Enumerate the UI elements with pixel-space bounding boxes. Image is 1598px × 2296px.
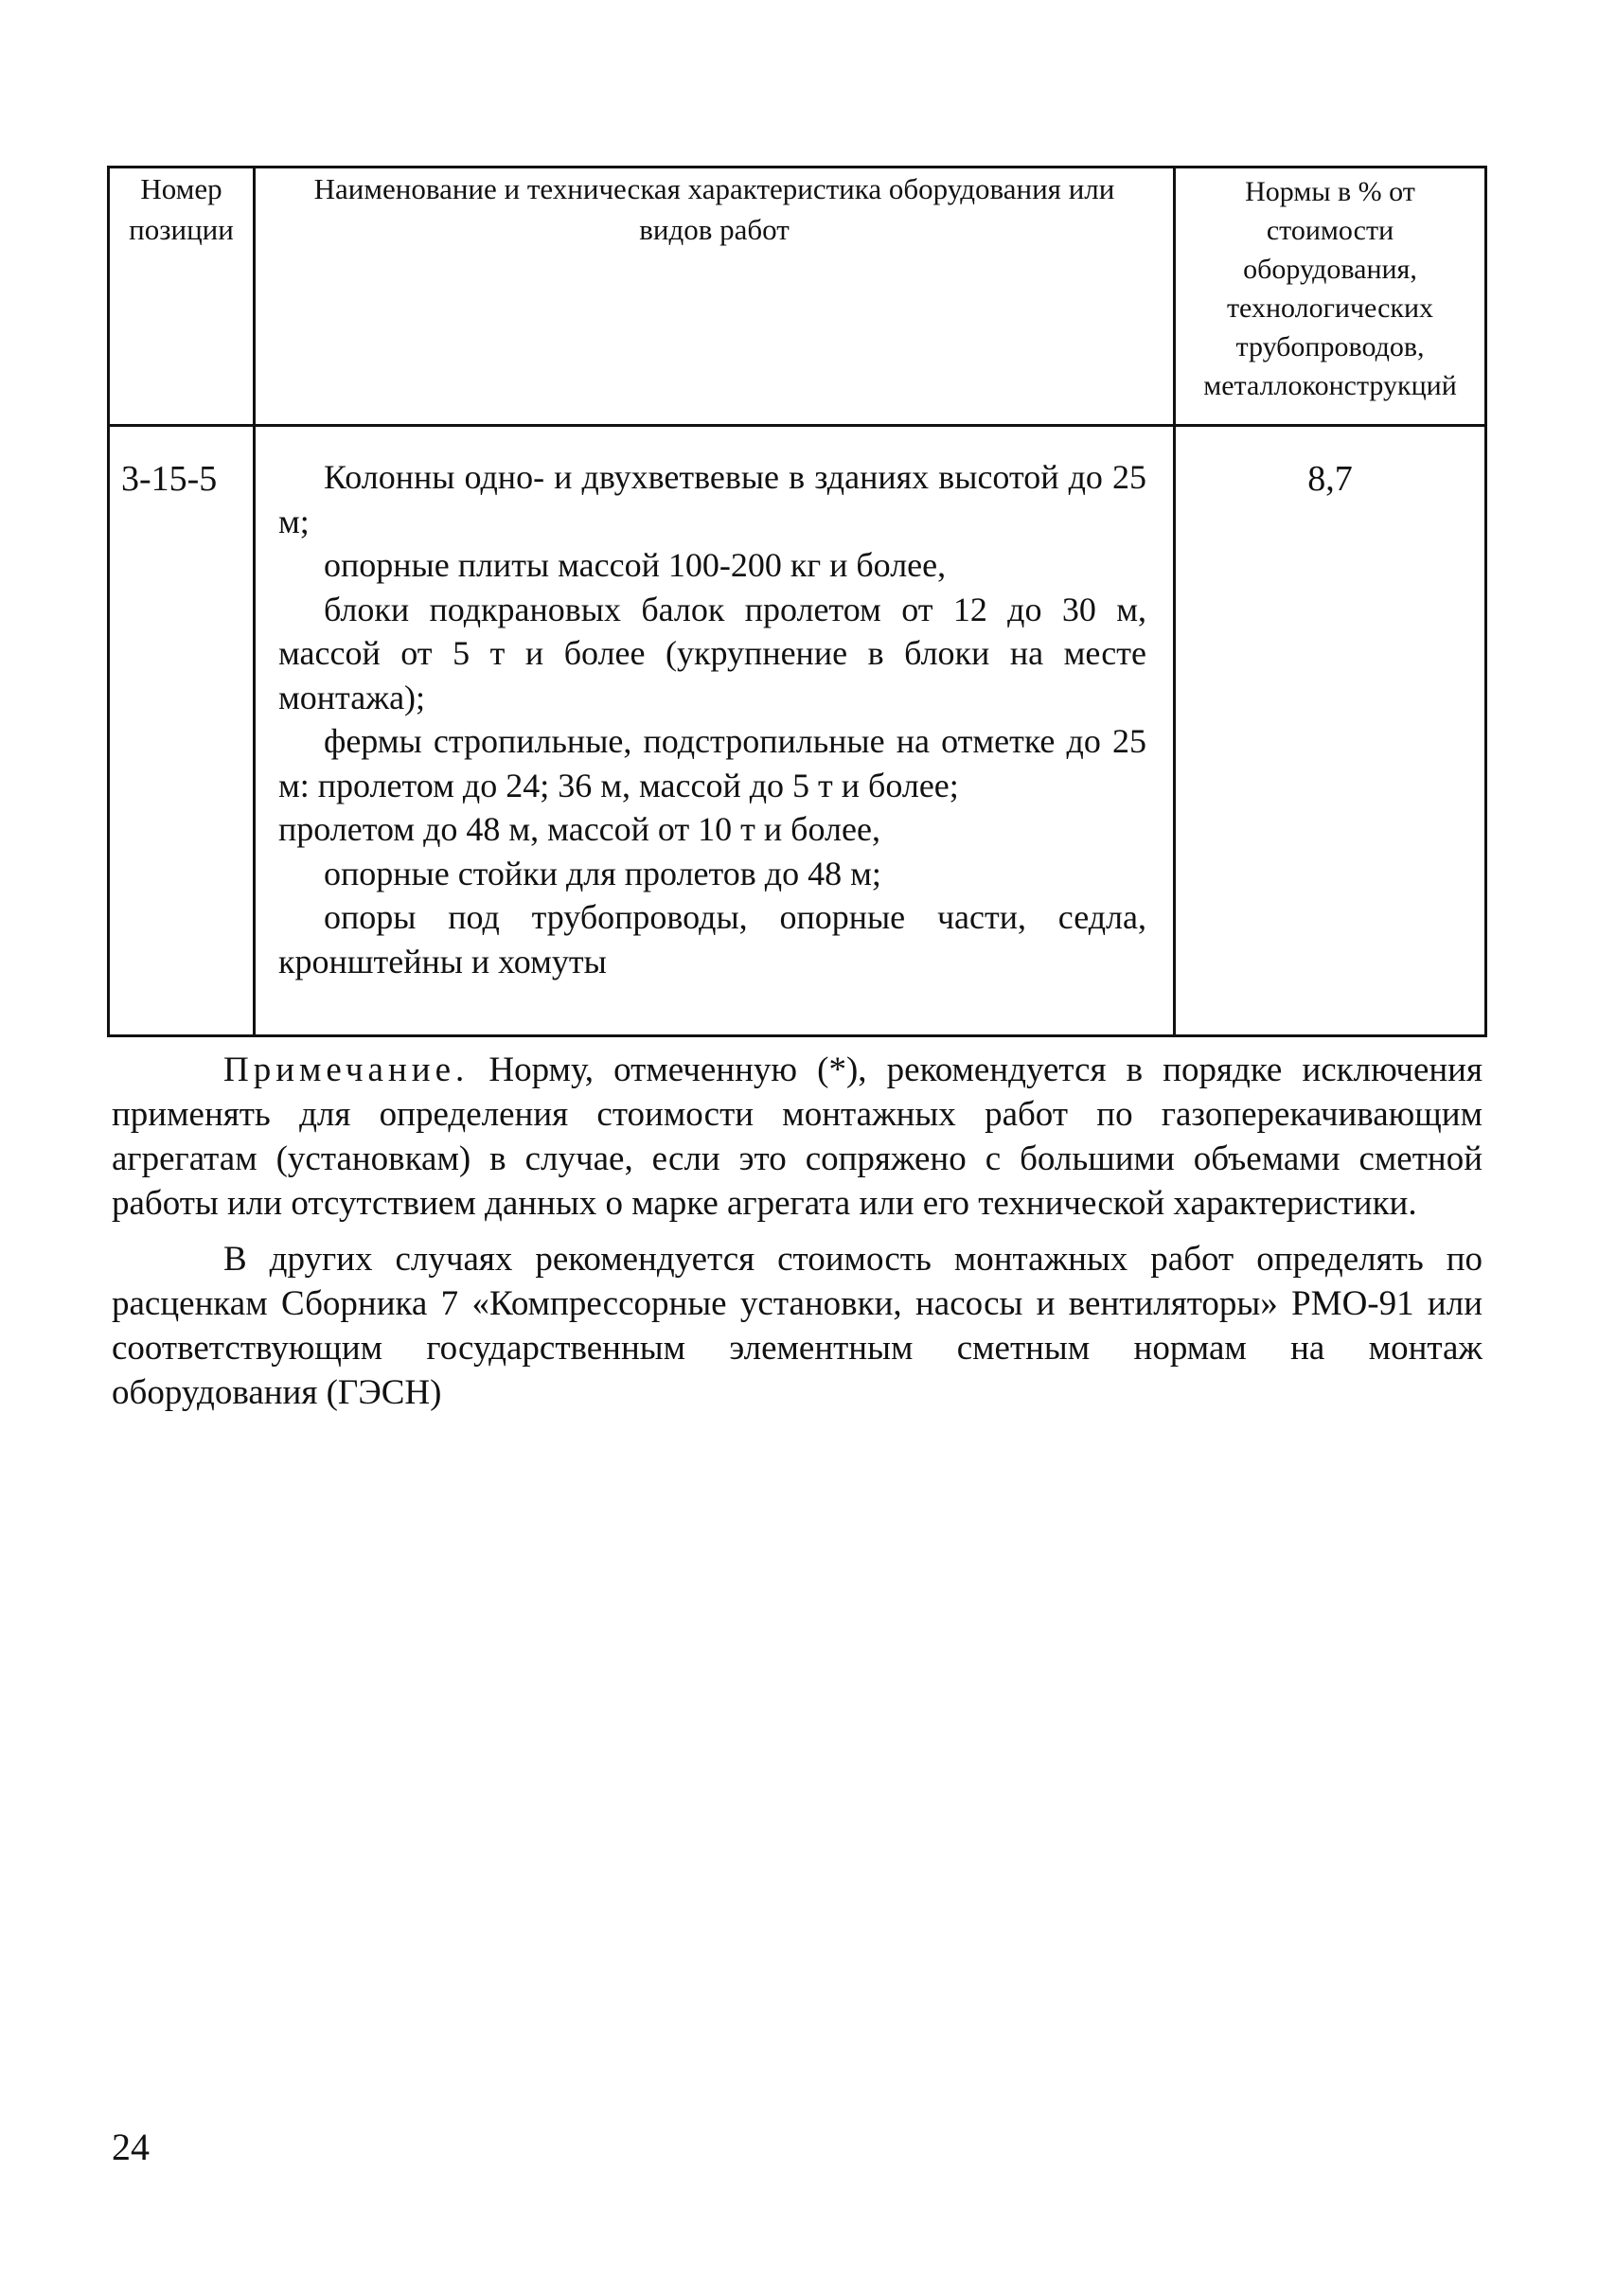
table-row xyxy=(109,426,1486,1036)
cell-description xyxy=(255,426,1175,1036)
header-name: Наименование и техническая характеристика оборудования или видов работ xyxy=(255,168,1175,426)
note-paragraph-1 xyxy=(112,1048,1483,1226)
page-number: 24 xyxy=(112,2126,150,2168)
description-line: пролетом до 48 м, массой от 10 т и более, xyxy=(278,810,880,848)
header-position: Номер позиции xyxy=(109,168,255,426)
note-section xyxy=(112,1048,1483,1415)
description-line: опоры под трубопроводы, опорные части, седла, кронштейны и хомуты xyxy=(278,898,1146,980)
header-norms: Нормы в % от стоимости оборудования, технологических трубопроводов, металлоконструкций xyxy=(1175,168,1486,426)
note-text-1: Норму, отмеченную (*), рекомендуется в порядке исключения применять для определения стоимости монтажных работ по газоперекачивающим агрегатам (установкам) в случае, если это сопряжено с большими объемами сметной работы или отсутствием данных о марке агрегата или его технической характеристики. xyxy=(112,1051,1483,1223)
cell-norm-value: 8,7 xyxy=(1175,426,1486,1036)
description-line: опорные плиты массой 100-200 кг и более, xyxy=(324,546,947,584)
note-paragraph-2: В других случаях рекомендуется стоимость монтажных работ определять по расценкам Сборника 7 «Компрессорные установки, насосы и вентиляторы» РМО-91 или соответствующим государственным элементным сметным нормам на монтаж оборудования (ГЭСН) xyxy=(112,1240,1483,1412)
note-label: Примечание. xyxy=(223,1051,470,1089)
description-line: блоки подкрановых балок пролетом от 12 до 30 м, массой от 5 т и более (укрупнение в блоки на месте монтажа); xyxy=(278,590,1146,716)
description-line: опорные стойки для пролетов до 48 м; xyxy=(324,854,881,892)
table-header-row xyxy=(109,168,1486,426)
description-line: фермы стропильные, подстропильные на отметке до 25 м: пролетом до 24; 36 м, массой до 5 т и более; xyxy=(278,722,1146,804)
cell-position: 3-15-5 xyxy=(109,426,255,1036)
description-line: Колонны одно- и двухветвевые в зданиях высотой до 25 м; xyxy=(278,458,1146,540)
norms-table xyxy=(107,166,1487,1037)
